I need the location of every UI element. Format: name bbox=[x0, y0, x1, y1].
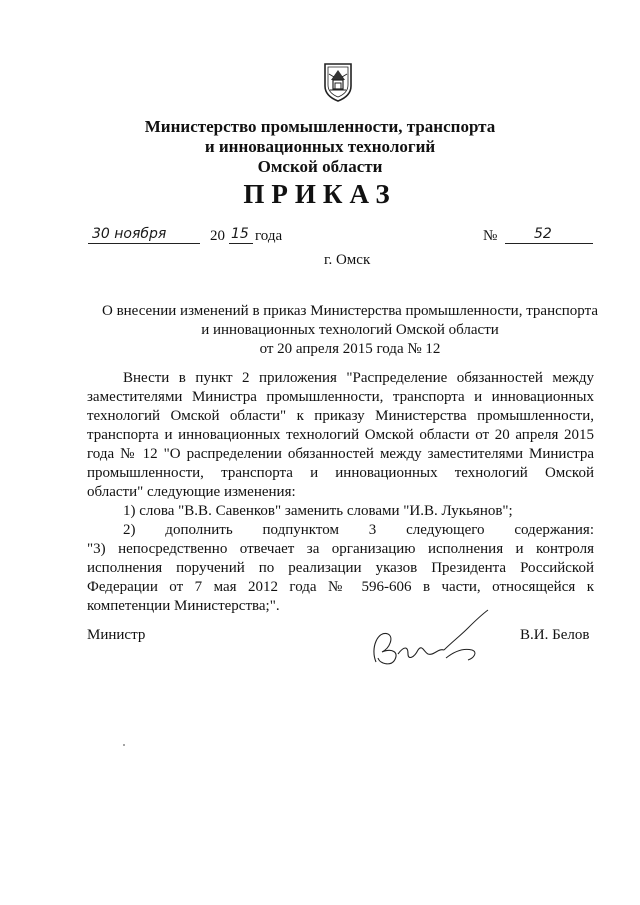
change-item-2-text-line-4: компетенции Министерства;". bbox=[87, 598, 280, 614]
handwritten-date: 30 ноября bbox=[92, 226, 167, 242]
coat-of-arms-emblem bbox=[323, 62, 353, 102]
number-label: № bbox=[483, 228, 498, 244]
signatory-name: В.И. Белов bbox=[520, 627, 590, 643]
signatory-position: Министр bbox=[87, 627, 146, 643]
subject-line-1: О внесении изменений в приказ Министерства промышленности, транспорта bbox=[101, 303, 599, 319]
number-underline bbox=[505, 243, 593, 244]
document-type-title: ПРИКАЗ bbox=[243, 179, 397, 209]
subject-line-3: от 20 апреля 2015 года № 12 bbox=[259, 341, 441, 357]
ministry-name-line-2: и инновационных технологий bbox=[204, 137, 436, 156]
year-suffix: года bbox=[255, 228, 283, 244]
body-line-2: заместителями Министра промышленности, транспорта и инновационных bbox=[87, 389, 594, 405]
order-body-paragraph bbox=[87, 369, 594, 616]
change-item-1: 1) слова "В.В. Савенков" заменить словами "И.В. Лукьянов"; bbox=[123, 503, 513, 519]
body-line-3: технологий Омской области" к приказу Министерства промышленности, bbox=[87, 408, 594, 424]
ministry-name-line-3: Омской области bbox=[257, 157, 383, 176]
handwritten-signature bbox=[364, 606, 494, 668]
body-line-4: транспорта и инновационных технологий Омской области от 20 апреля 2015 bbox=[87, 427, 594, 443]
change-item-2: 2) дополнить подпунктом 3 следующего содержания: bbox=[123, 522, 594, 538]
order-subject bbox=[60, 302, 640, 359]
year-underline bbox=[229, 243, 253, 244]
year-prefix: 20 bbox=[210, 228, 225, 244]
handwritten-number: 52 bbox=[534, 226, 552, 242]
handwritten-year: 15 bbox=[231, 226, 249, 242]
change-item-2-text-line-1: "3) непосредственно отвечает за организацию исполнения и контроля bbox=[87, 541, 594, 557]
change-item-2-text-line-3: Федерации от 7 мая 2012 года № 596-606 в части, относящейся к bbox=[87, 579, 594, 595]
city-label: г. Омск bbox=[324, 252, 371, 268]
ministry-name-line-1: Министерство промышленности, транспорта bbox=[144, 117, 496, 136]
body-line-7: области" следующие изменения: bbox=[87, 484, 296, 500]
body-line-1: Внести в пункт 2 приложения "Распределение обязанностей между bbox=[123, 370, 594, 386]
body-line-6: промышленности, транспорта и инновационных технологий Омской bbox=[87, 465, 594, 481]
scan-speck bbox=[123, 744, 125, 746]
subject-line-2: и инновационных технологий Омской области bbox=[201, 322, 499, 338]
change-item-2-text-line-2: исполнения поручений по реализации указов Президента Российской bbox=[87, 560, 594, 576]
body-line-5: года № 12 "О распределении обязанностей между заместителями Министра bbox=[87, 446, 594, 462]
date-underline bbox=[88, 243, 200, 244]
